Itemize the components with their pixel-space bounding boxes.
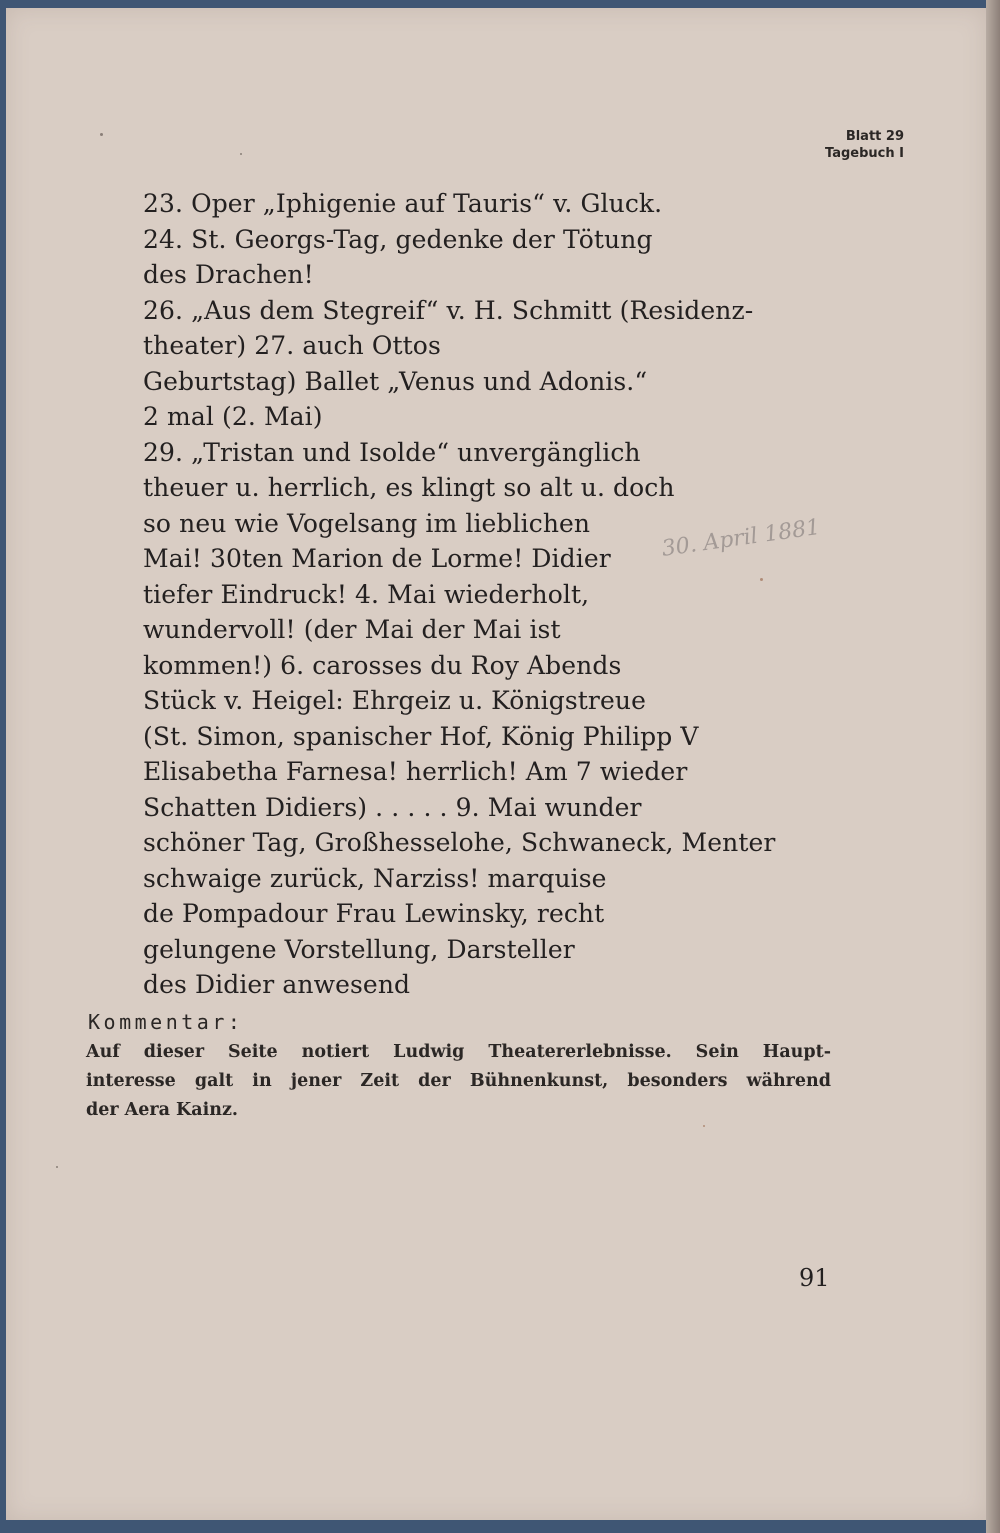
diary-line: tiefer Eindruck! 4. Mai wiederholt, (143, 579, 590, 609)
diary-line: gelungene Vorstellung, Darsteller (143, 934, 575, 964)
diary-line: kommen!) 6. carosses du Roy Abends (143, 650, 622, 680)
diary-entry-text (143, 186, 775, 1003)
paper-speck (240, 153, 242, 155)
diary-line: schwaige zurück, Narziss! marquise (143, 863, 607, 893)
commentary-heading: Kommentar: (88, 1010, 244, 1034)
diary-volume-label: Tagebuch I (825, 146, 904, 161)
diary-line: Elisabetha Farnesa! herrlich! Am 7 wieder (143, 757, 688, 786)
commentary-line: der Aera Kainz. (86, 1100, 238, 1120)
diary-line: wundervoll! (der Mai der Mai ist (143, 615, 561, 644)
book-binding-edge (986, 0, 1000, 1533)
diary-line: theuer u. herrlich, es klingt so alt u. doch (143, 473, 675, 502)
diary-line: theater) 27. auch Ottos (143, 331, 441, 360)
diary-line: 26. „Aus dem Stegreif“ v. H. Schmitt (Residenz- (143, 295, 754, 325)
commentary-line: Auf dieser Seite notiert Ludwig Theatererlebnisse. Sein Haupt- (86, 1042, 831, 1062)
commentary-text (86, 1038, 831, 1125)
paper-speck (703, 1125, 705, 1127)
sheet-reference (825, 128, 904, 162)
diary-line: 24. St. Georgs-Tag, gedenke der Tötung (143, 224, 653, 254)
sheet-label: Blatt 29 (845, 129, 904, 144)
pencil-margin-note: 30. April 1881 (660, 514, 822, 562)
diary-line: so neu wie Vogelsang im lieblichen (143, 508, 591, 538)
diary-line: 2 mal (2. Mai) (143, 402, 323, 431)
diary-line: Geburtstag) Ballet „Venus und Adonis.“ (143, 366, 648, 396)
page-number: 91 (799, 1264, 830, 1292)
diary-line: des Drachen! (143, 260, 314, 289)
commentary-line: interesse galt in jener Zeit der Bühnenkunst, besonders während (86, 1071, 831, 1091)
diary-line: de Pompadour Frau Lewinsky, recht (143, 899, 605, 928)
diary-line: schöner Tag, Großhesselohe, Schwaneck, Menter (143, 828, 776, 857)
paper-speck (56, 1166, 58, 1168)
diary-line: 29. „Tristan und Isolde“ unvergänglich (143, 437, 641, 467)
diary-line: Stück v. Heigel: Ehrgeiz u. Königstreue (143, 686, 646, 715)
diary-line: Mai! 30ten Marion de Lorme! Didier (143, 544, 611, 573)
diary-line: (St. Simon, spanischer Hof, König Philipp V (143, 721, 699, 751)
diary-line: 23. Oper „Iphigenie auf Tauris“ v. Gluck. (143, 189, 663, 218)
paper-speck (100, 133, 103, 136)
diary-line: des Didier anwesend (143, 970, 411, 999)
diary-line: Schatten Didiers) . . . . . 9. Mai wunder (143, 792, 642, 822)
